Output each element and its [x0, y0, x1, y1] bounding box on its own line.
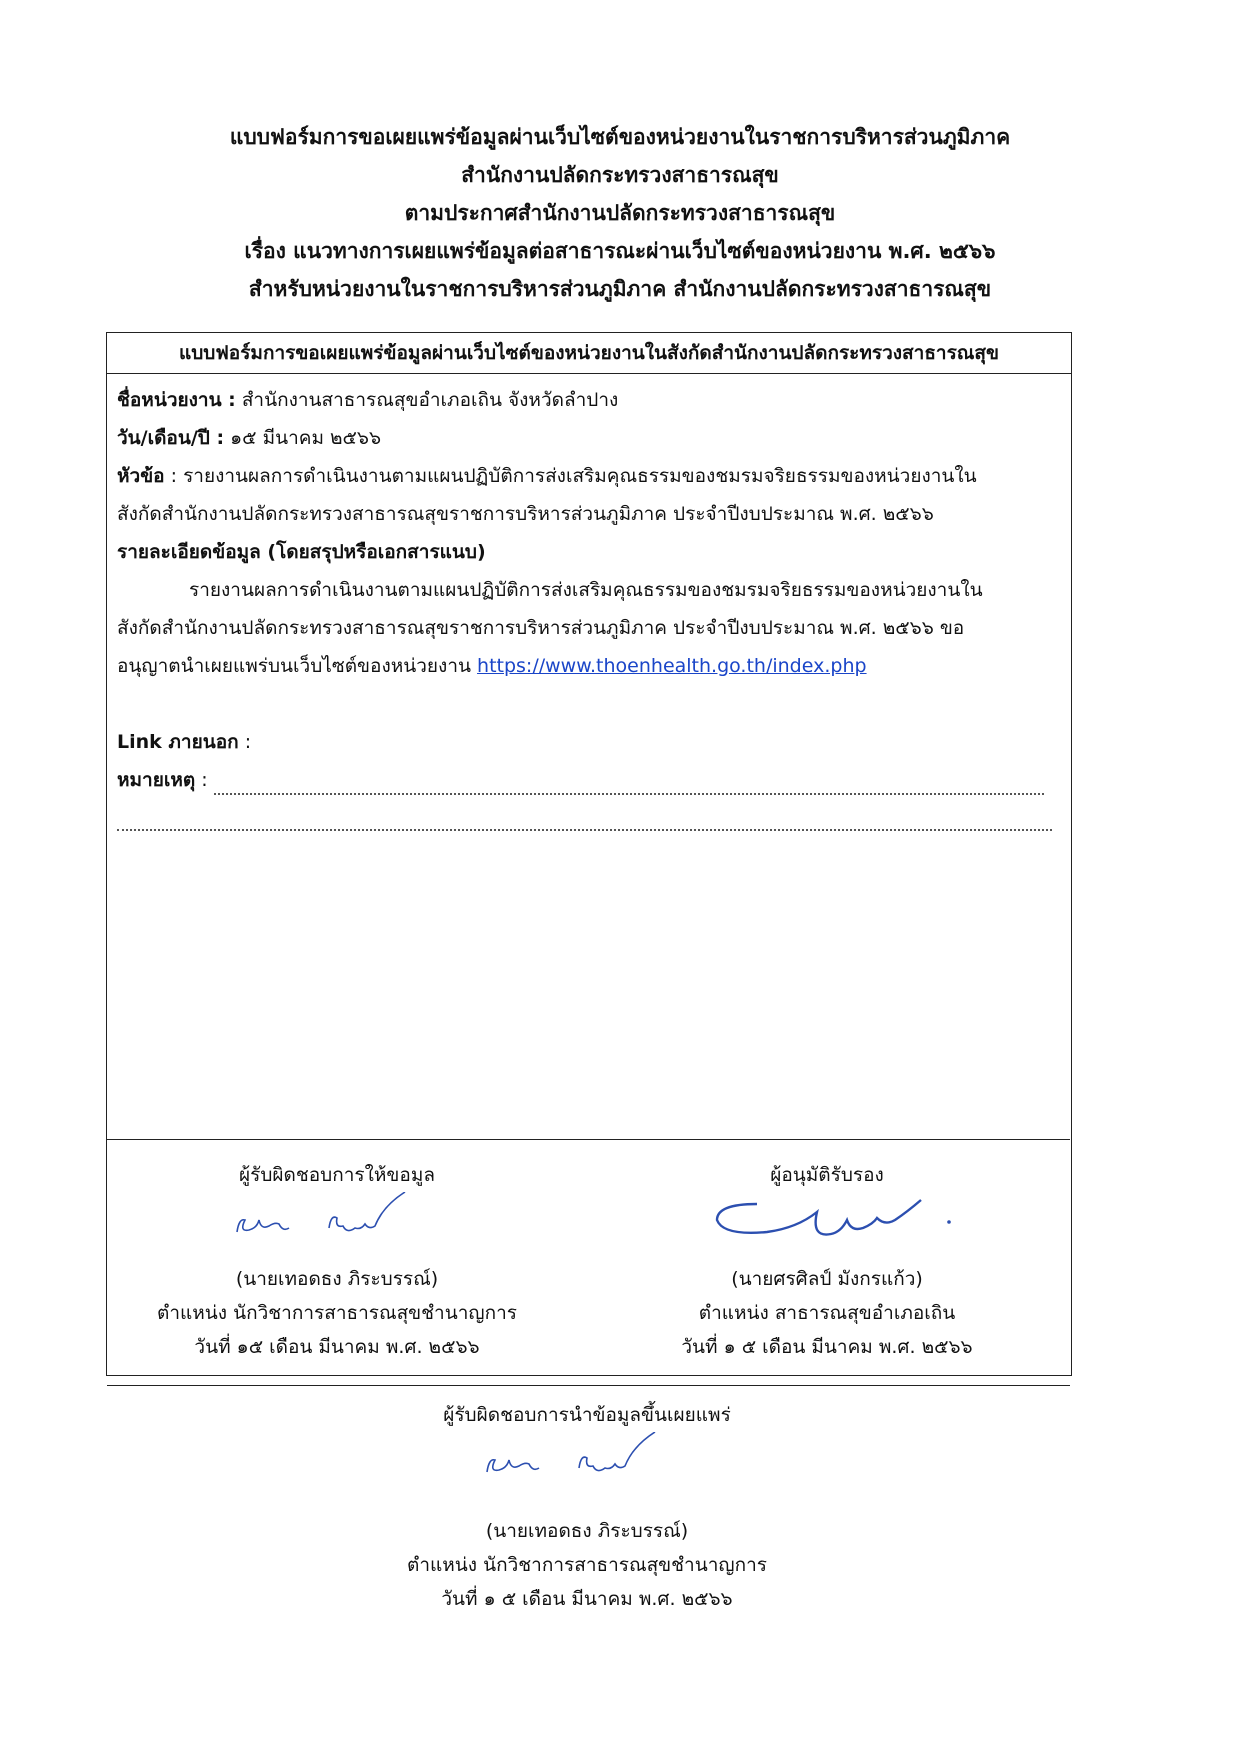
detail-line-1: รายงานผลการดำเนินงานตามแผนปฏิบัติการส่งเสริมคุณธรรมของชมรมจริยธรรมของหน่วยงานใน — [189, 579, 983, 601]
header-line-5: สำหรับหน่วยงานในราชการบริหารส่วนภูมิภาค สำนักงานปลัดกระทรวงสาธารณสุข — [248, 277, 992, 301]
publisher-signature-block — [367, 1398, 807, 1616]
provider-date: วันที่ ๑๕ เดือน มีนาคม พ.ศ. ๒๕๖๖ — [194, 1336, 480, 1358]
subject-line-2: สังกัดสำนักงานปลัดกระทรวงสาธารณสุขราชการบริหารส่วนภูมิภาค ประจำปีงบประมาณ พ.ศ. ๒๕๖๖ — [117, 503, 934, 525]
note-separator: : — [201, 769, 208, 791]
form-details-section — [107, 373, 1070, 1179]
agency-value: สำนักงานสาธารณสุขอำเภอเถิน จังหวัดลำปาง — [241, 389, 619, 411]
approver-name: (นายศรศิลป์ มังกรแก้ว) — [731, 1268, 923, 1290]
note-row-2 — [117, 801, 1052, 831]
detail-line-3-text: อนุญาตนำเผยแพร่บนเว็บไซต์ของหน่วยงาน — [117, 655, 478, 677]
approver-position: ตำแหน่ง สาธารณสุขอำเภอเถิน — [698, 1302, 956, 1324]
document-header — [0, 118, 1240, 308]
external-link-label: Link ภายนอก — [117, 731, 239, 753]
date-label: วัน/เดือน/ปี : — [117, 427, 225, 449]
publisher-role: ผู้รับผิดชอบการนำข้อมูลขึ้นเผยแพร่ — [443, 1404, 731, 1426]
request-form — [106, 332, 1072, 1610]
provider-signature-icon — [217, 1192, 457, 1254]
note-label: หมายเหตุ — [117, 769, 196, 791]
approver-role: ผู้อนุมัติรับรอง — [770, 1164, 884, 1186]
provider-role: ผู้รับผิดชอบการให้ขอมูล — [239, 1164, 435, 1186]
form-title: แบบฟอร์มการขอเผยแพร่ข้อมูลผ่านเว็บไซต์ของหน่วยงานในสังกัดสำนักงานปลัดกระทรวงสาธารณสุข — [107, 333, 1071, 374]
approver-date: วันที่ ๑ ๕ เดือน มีนาคม พ.ศ. ๒๕๖๖ — [681, 1336, 973, 1358]
detail-line-2: สังกัดสำนักงานปลัดกระทรวงสาธารณสุขราชการบริหารส่วนภูมิภาค ประจำปีงบประมาณ พ.ศ. ๒๕๖๖ ขอ — [117, 617, 965, 639]
approver-signature-block — [607, 1158, 1047, 1364]
header-line-2: สำนักงานปลัดกระทรวงสาธารณสุข — [461, 163, 779, 187]
header-line-3: ตามประกาศสำนักงานปลัดกระทรวงสาธารณสุข — [404, 201, 836, 225]
note-dotted-line-2 — [117, 809, 1052, 831]
header-line-1: แบบฟอร์มการขอเผยแพร่ข้อมูลผ่านเว็บไซต์ของหน่วยงานในราชการบริหารส่วนภูมิภาค — [229, 125, 1011, 149]
external-link-row — [117, 727, 251, 757]
publisher-date: วันที่ ๑ ๕ เดือน มีนาคม พ.ศ. ๒๕๖๖ — [441, 1588, 733, 1610]
external-link-separator: : — [244, 731, 252, 753]
date-value: ๑๕ มีนาคม ๒๕๖๖ — [230, 427, 382, 449]
subject-label: หัวข้อ — [117, 465, 165, 487]
header-line-4: เรื่อง แนวทางการเผยแพร่ข้อมูลต่อสาธารณะผ่านเว็บไซต์ของหน่วยงาน พ.ศ. ๒๕๖๖ — [244, 239, 996, 263]
website-link[interactable]: https://www.thoenhealth.go.th/index.php — [477, 655, 867, 677]
agency-label: ชื่อหน่วยงาน : — [117, 389, 236, 411]
subject-row — [117, 461, 977, 491]
publisher-position: ตำแหน่ง นักวิชาการสาธารณสุขชำนาญการ — [407, 1554, 767, 1576]
note-row — [117, 765, 1044, 795]
detail-label: รายละเอียดข้อมูล (โดยสรุปหรือเอกสารแนบ) — [117, 541, 486, 563]
agency-row — [117, 385, 618, 415]
approver-signature-icon — [697, 1192, 957, 1254]
date-row — [117, 423, 381, 453]
note-dotted-line-1 — [214, 773, 1044, 795]
publisher-name: (นายเทอดธง ภิระบรรณ์) — [485, 1520, 689, 1542]
approval-signatures-section — [107, 1139, 1070, 1386]
provider-signature-block — [117, 1158, 557, 1364]
provider-name: (นายเทอดธง ภิระบรรณ์) — [235, 1268, 439, 1290]
provider-position: ตำแหน่ง นักวิชาการสาธารณสุขชำนาญการ — [157, 1302, 517, 1324]
subject-line-1: : รายงานผลการดำเนินงานตามแผนปฏิบัติการส่งเสริมคุณธรรมของชมรมจริยธรรมของหน่วยงานใน — [170, 465, 977, 487]
publisher-signature-icon — [467, 1432, 707, 1494]
detail-line-3 — [117, 651, 867, 681]
